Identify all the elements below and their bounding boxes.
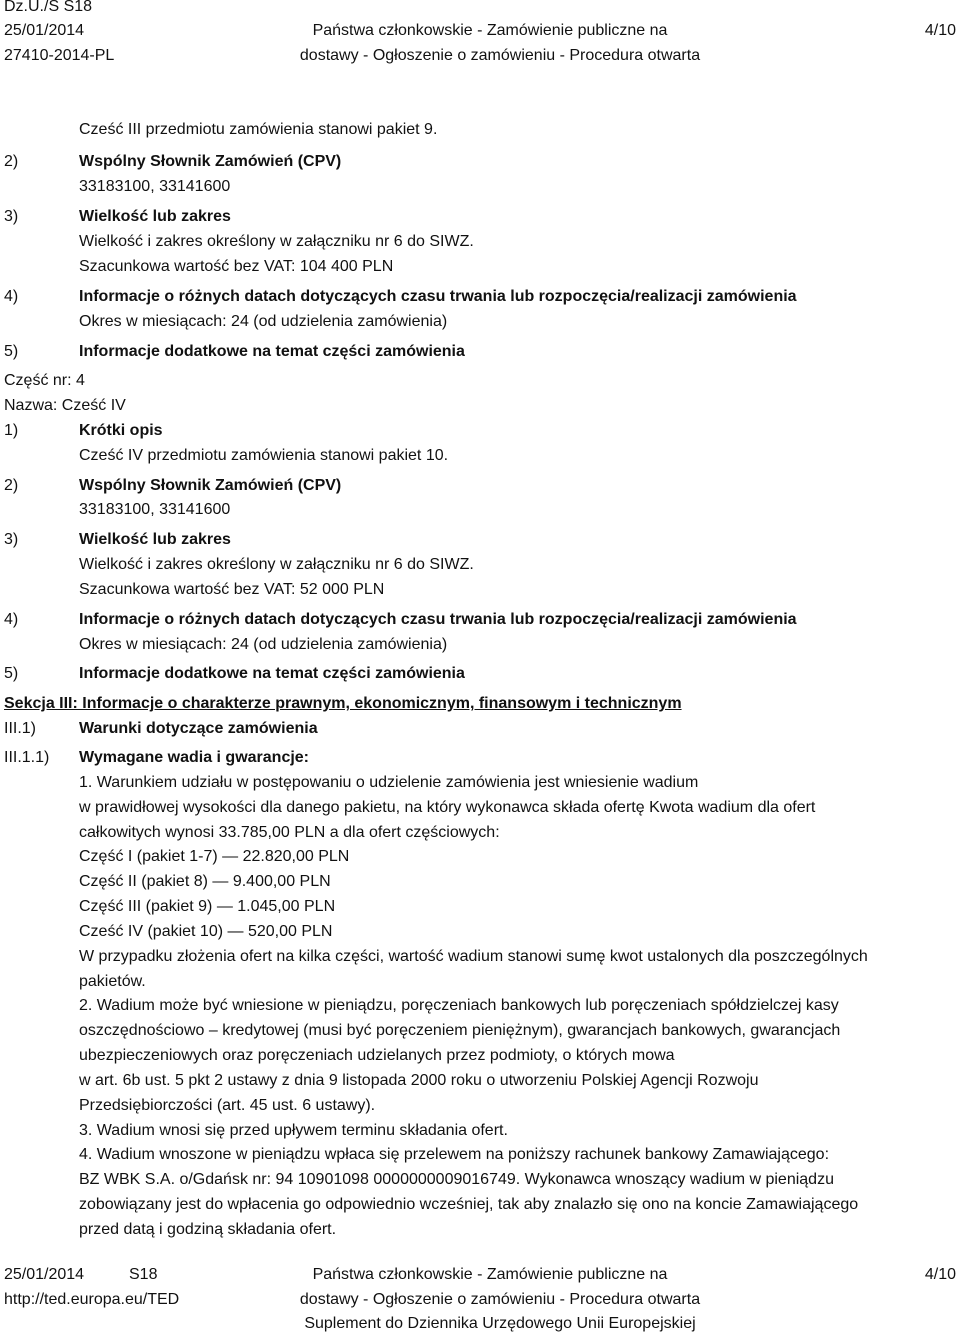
section-3-1-number: III.1) bbox=[4, 720, 37, 737]
header-notice-number: 27410-2014-PL bbox=[4, 47, 115, 64]
text-line: całkowitych wynosi 33.785,00 PLN a dla ofert częściowych: bbox=[79, 824, 500, 841]
text-line: ubezpieczeniowych oraz poręczeniach udzielanych przez podmioty, o których mowa bbox=[79, 1047, 675, 1064]
text-line: 3. Wadium wnosi się przed upływem terminu składania ofert. bbox=[79, 1122, 508, 1139]
text-line: przed datą i godziną składania ofert. bbox=[79, 1221, 337, 1238]
text-line: W przypadku złożenia ofert na kilka części, wartość wadium stanowi sumę kwot ustalonych dla poszczególnych bbox=[79, 948, 868, 965]
part-4-dates-number: 4) bbox=[4, 611, 19, 628]
footer-date: 25/01/2014 bbox=[4, 1266, 85, 1283]
part-3-duration: Okres w miesiącach: 24 (od udzielenia zamówienia) bbox=[79, 313, 448, 330]
header-date: 25/01/2014 bbox=[4, 22, 85, 39]
section-3-1-heading: Warunki dotyczące zamówienia bbox=[79, 720, 318, 737]
text-line: 2. Wadium może być wniesione w pieniądzu, poręczeniach bankowych lub poręczeniach spółdzielczej kasy bbox=[79, 997, 839, 1014]
part-4-extra-number: 5) bbox=[4, 665, 19, 682]
text-line: Przedsiębiorczości (art. 45 ust. 6 ustawy). bbox=[79, 1097, 376, 1114]
part-4-description: Cześć IV przedmiotu zamówienia stanowi pakiet 10. bbox=[79, 447, 449, 464]
part-4-name: Nazwa: Cześć IV bbox=[4, 397, 126, 414]
part-4-quantity-number: 3) bbox=[4, 531, 19, 548]
part-3-quantity-number: 3) bbox=[4, 208, 19, 225]
part-3-dates-number: 4) bbox=[4, 288, 19, 305]
part-4-quantity-heading: Wielkość lub zakres bbox=[79, 531, 231, 548]
part-4-quantity-text: Wielkość i zakres określony w załączniku nr 6 do SIWZ. bbox=[79, 556, 474, 573]
text-line: 1. Warunkiem udziału w postępowaniu o udzielenie zamówienia jest wniesienie wadium bbox=[79, 774, 699, 791]
section-3-1-1-heading: Wymagane wadia i gwarancje: bbox=[79, 749, 310, 766]
part-3-estimated-value: Szacunkowa wartość bez VAT: 104 400 PLN bbox=[79, 258, 394, 275]
header-title-line1: Państwa członkowskie - Zamówienie publiczne na bbox=[312, 22, 668, 39]
text-line: Część I (pakiet 1-7) — 22.820,00 PLN bbox=[79, 848, 350, 865]
text-line: w art. 6b ust. 5 pkt 2 ustawy z dnia 9 listopada 2000 roku o utworzeniu Polskiej Agencji Rozwoju bbox=[79, 1072, 759, 1089]
part-4-dates-heading: Informacje o różnych datach dotyczących czasu trwania lub rozpoczęcia/realizacji zamówienia bbox=[79, 611, 797, 628]
section-3-title: Sekcja III: Informacje o charakterze prawnym, ekonomicznym, finansowym i technicznym bbox=[4, 695, 682, 712]
text-line: BZ WBK S.A. o/Gdańsk nr: 94 10901098 0000000009016749. Wykonawca wnoszący wadium w pieniądzu bbox=[79, 1171, 834, 1188]
text-line: Część III (pakiet 9) — 1.045,00 PLN bbox=[79, 898, 336, 915]
part-3-extra-number: 5) bbox=[4, 343, 19, 360]
part-4-short-number: 1) bbox=[4, 422, 19, 439]
section-3-1-1-number: III.1.1) bbox=[4, 749, 50, 766]
header-page-number: 4/10 bbox=[924, 22, 956, 39]
part-3-extra-heading: Informacje dodatkowe na temat części zamówienia bbox=[79, 343, 465, 360]
part-4-extra-heading: Informacje dodatkowe na temat części zamówienia bbox=[79, 665, 465, 682]
header-title-line2: dostawy - Ogłoszenie o zamówieniu - Procedura otwarta bbox=[299, 47, 701, 64]
part-3-quantity-heading: Wielkość lub zakres bbox=[79, 208, 231, 225]
part-3-dates-heading: Informacje o różnych datach dotyczących czasu trwania lub rozpoczęcia/realizacji zamówienia bbox=[79, 288, 797, 305]
footer-title-line2: dostawy - Ogłoszenie o zamówieniu - Procedura otwarta bbox=[299, 1291, 701, 1308]
part-3-cpv-codes: 33183100, 33141600 bbox=[79, 178, 231, 195]
part-3-cpv-number: 2) bbox=[4, 153, 19, 170]
part-4-cpv-codes: 33183100, 33141600 bbox=[79, 501, 231, 518]
text-line: Część II (pakiet 8) — 9.400,00 PLN bbox=[79, 873, 331, 890]
footer-title-line1: Państwa członkowskie - Zamówienie publiczne na bbox=[312, 1266, 668, 1283]
text-line: w prawidłowej wysokości dla danego pakietu, na który wykonawca składa ofertę Kwota wadium dla ofert bbox=[79, 799, 816, 816]
part-3-description: Cześć III przedmiotu zamówienia stanowi pakiet 9. bbox=[79, 121, 438, 138]
header-journal-ref: Dz.U./S S18 bbox=[4, 0, 93, 15]
part-4-short-heading: Krótki opis bbox=[79, 422, 163, 439]
part-4-duration: Okres w miesiącach: 24 (od udzielenia zamówienia) bbox=[79, 636, 448, 653]
footer-page-number: 4/10 bbox=[924, 1266, 956, 1283]
text-line: zobowiązany jest do wpłacenia go odpowiednio wcześniej, tak aby znalazło się ono na koncie Zamawiającego bbox=[79, 1196, 859, 1213]
part-4-cpv-heading: Wspólny Słownik Zamówień (CPV) bbox=[79, 477, 342, 494]
part-4-cpv-number: 2) bbox=[4, 477, 19, 494]
text-line: Cześć IV (pakiet 10) — 520,00 PLN bbox=[79, 923, 333, 940]
part-3-cpv-heading: Wspólny Słownik Zamówień (CPV) bbox=[79, 153, 342, 170]
footer-url[interactable]: http://ted.europa.eu/TED bbox=[4, 1291, 180, 1308]
text-line: 4. Wadium wnoszone w pieniądzu wpłaca się przelewem na poniższy rachunek bankowy Zamawiającego: bbox=[79, 1146, 830, 1163]
footer-supplement: Suplement do Dziennika Urzędowego Unii Europejskiej bbox=[304, 1315, 696, 1332]
part-4-number: Część nr: 4 bbox=[4, 372, 85, 389]
part-3-quantity-text: Wielkość i zakres określony w załączniku nr 6 do SIWZ. bbox=[79, 233, 474, 250]
part-4-estimated-value: Szacunkowa wartość bez VAT: 52 000 PLN bbox=[79, 581, 385, 598]
text-line: oszczędnościowo – kredytowej (musi być poręczeniem pieniężnym), gwarancjach bankowych, gwarancjach bbox=[79, 1022, 841, 1039]
footer-code: S18 bbox=[129, 1266, 158, 1283]
text-line: pakietów. bbox=[79, 973, 146, 990]
